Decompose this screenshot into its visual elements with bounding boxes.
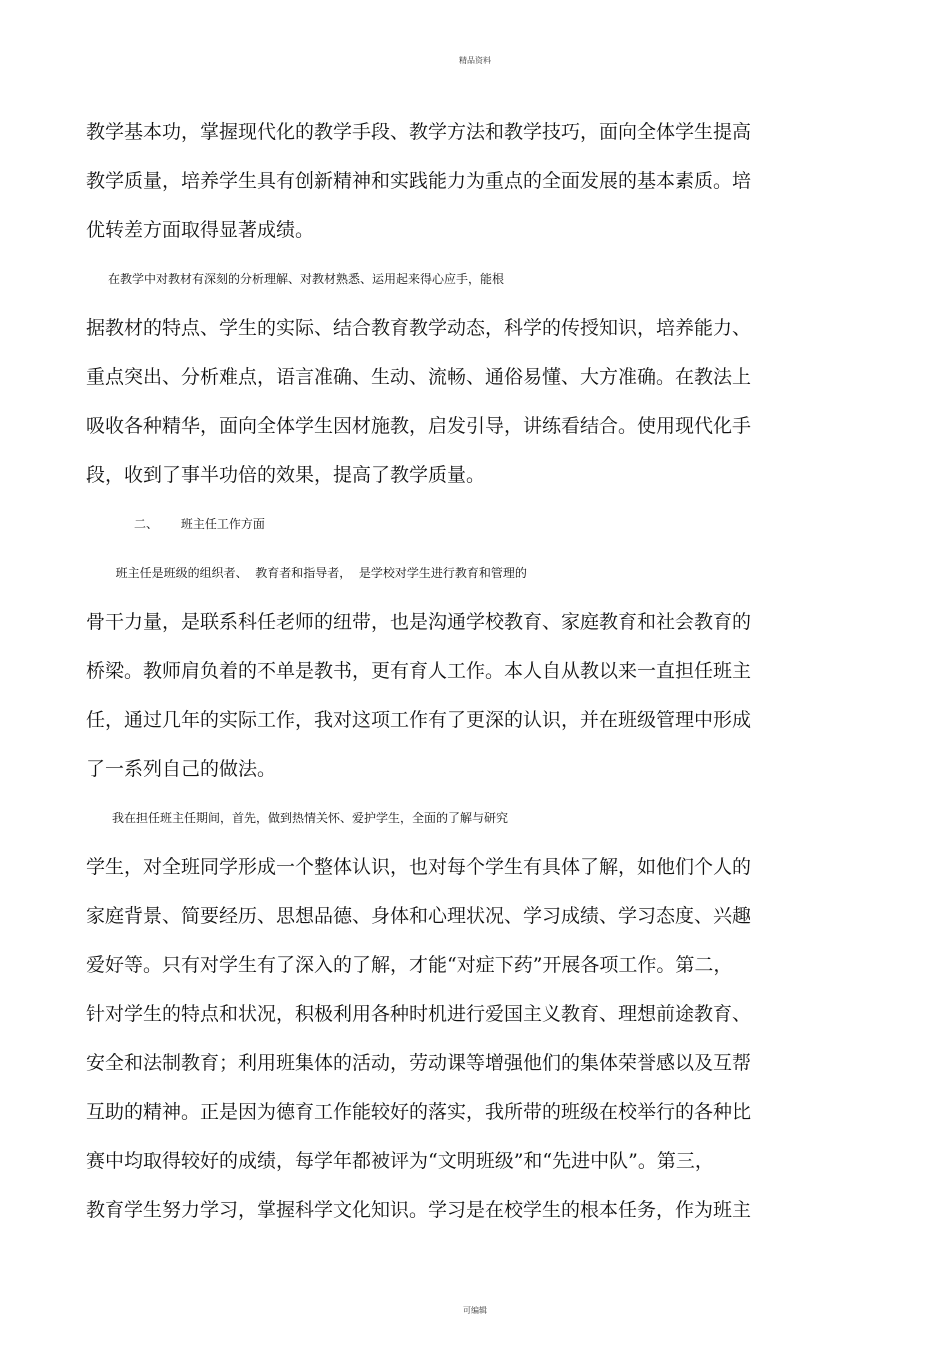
paragraph-start: 我在担任班主任期间，首先，做到热情关怀、爱护学生，全面的了解与研究 [112,811,509,825]
text-line: 爱好等。只有对学生有了深入的了解，才能“对症下药”开展各项工作。第二， [86,954,733,976]
section-heading: 二、 班主任工作方面 [134,517,265,531]
paragraph-start: 在教学中对教材有深刻的分析理解、对教材熟悉、运用起来得心应手，能根 [108,272,505,286]
text-line: 赛中均取得较好的成绩，每学年都被评为“文明班级”和“先进中队”。第三， [86,1150,714,1172]
text-line: 针对学生的特点和状况，积极利用各种时机进行爱国主义教育、理想前途教育、 [86,1003,752,1025]
text-line: 教学基本功，掌握现代化的教学手段、教学方法和教学技巧，面向全体学生提高 [86,121,752,143]
text-line: 学生，对全班同学形成一个整体认识，也对每个学生有具体了解，如他们个人的 [86,856,752,878]
text-line: 教学质量，培养学生具有创新精神和实践能力为重点的全面发展的基本素质。培 [86,170,752,192]
text-line: 重点突出、分析难点，语言准确、生动、流畅、通俗易懂、大方准确。在教法上 [86,366,752,388]
text-line: 据教材的特点、学生的实际、结合教育教学动态，科学的传授知识，培养能力、 [86,317,752,339]
text-line: 家庭背景、简要经历、思想品德、身体和心理状况、学习成绩、学习态度、兴趣 [86,905,752,927]
text-line: 了一系列自己的做法。 [86,758,277,780]
text-line: 教育学生努力学习，掌握科学文化知识。学习是在校学生的根本任务，作为班主 [86,1199,752,1221]
text-line: 吸收各种精华，面向全体学生因材施教，启发引导，讲练看结合。使用现代化手 [86,415,752,437]
page-footer: 可编辑 [463,1306,487,1315]
paragraph-start: 班主任是班级的组织者、 教育者和指导者， 是学校对学生进行教育和管理的 [108,566,527,580]
text-line: 任，通过几年的实际工作，我对这项工作有了更深的认识，并在班级管理中形成 [86,709,752,731]
text-line: 桥梁。教师肩负着的不单是教书，更有育人工作。本人自从教以来一直担任班主 [86,660,752,682]
text-line: 互助的精神。正是因为德育工作能较好的落实，我所带的班级在校举行的各种比 [86,1101,752,1123]
text-line: 优转差方面取得显著成绩。 [86,219,315,241]
text-line: 骨干力量，是联系科任老师的纽带，也是沟通学校教育、家庭教育和社会教育的 [86,611,752,633]
text-line: 安全和法制教育；利用班集体的活动，劳动课等增强他们的集体荣誉感以及互帮 [86,1052,752,1074]
page-header: 精品资料 [459,56,491,65]
text-line: 段，收到了事半功倍的效果，提高了教学质量。 [86,464,486,486]
